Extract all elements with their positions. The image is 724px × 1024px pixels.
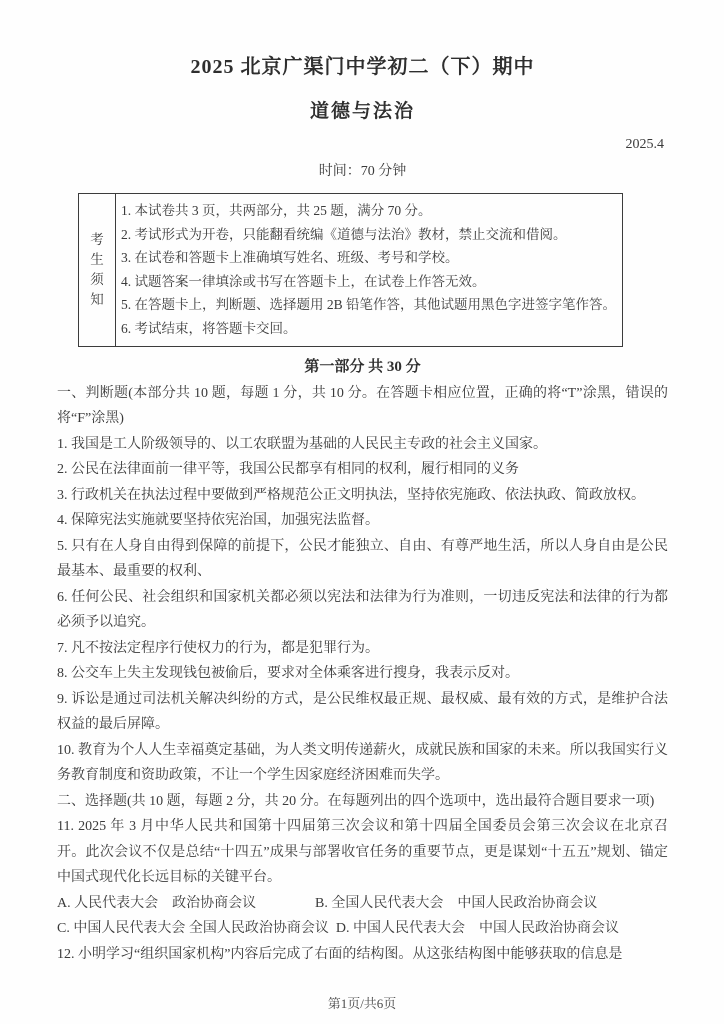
judgement-question-6: 6. 任何公民、社会组织和国家机关都必须以宪法和法律为行为准则，一切违反宪法和法律的行为都必须予以追究。 bbox=[57, 589, 668, 631]
notice-item: 1. 本试卷共 3 页，共两部分，共 25 题，满分 70 分。 bbox=[121, 203, 432, 218]
notice-label-text: 考生须知 bbox=[90, 231, 104, 307]
judgement-question-10: 10. 教育为个人人生幸福奠定基础，为人类文明传递薪火，成就民族和国家的未来。所以我国实行义务教育制度和资助政策，不让一个学生因家庭经济困难而失学。 bbox=[57, 742, 668, 784]
question-11-options-row-1 bbox=[57, 891, 668, 917]
page-number: 第1页/共6页 bbox=[327, 996, 397, 1011]
judgement-question-3: 3. 行政机关在执法过程中要做到严格规范公正文明执法，坚持依宪施政、依法执政、简政放权。 bbox=[57, 487, 645, 503]
notice-item: 2. 考试形式为开卷，只能翻看统编《道德与法治》教材，禁止交流和借阅。 bbox=[121, 226, 567, 242]
choice-intro: 二、选择题(共 10 题，每题 2 分，共 20 分。在每题列出的四个选项中，选出最符合题目要求一项) bbox=[57, 793, 655, 809]
exam-body bbox=[57, 381, 668, 968]
option-a: A. 人民代表大会 政治协商会议 bbox=[57, 895, 257, 911]
exam-date: 2025.4 bbox=[625, 137, 664, 152]
question-11-options-row-2 bbox=[57, 916, 668, 942]
judgement-question-1: 1. 我国是工人阶级领导的、以工农联盟为基础的人民民主专政的社会主义国家。 bbox=[57, 436, 547, 452]
notice-item: 4. 试题答案一律填涂或书写在答题卡上，在试卷上作答无效。 bbox=[121, 273, 486, 289]
question-12-stem: 12. 小明学习“组织国家机构”内容后完成了右面的结构图。从这张结构图中能够获取的信息是 bbox=[57, 946, 623, 962]
notice-items bbox=[116, 194, 622, 346]
notice-label bbox=[79, 194, 116, 346]
notice-item: 3. 在试卷和答题卡上准确填写姓名、班级、考号和学校。 bbox=[121, 250, 459, 266]
judgement-question-5: 5. 只有在人身自由得到保障的前提下，公民才能独立、自由、有尊严地生活，所以人身自由是公民最基本、最重要的权利、 bbox=[57, 538, 668, 580]
notice-item: 6. 考试结束，将答题卡交回。 bbox=[121, 320, 297, 336]
judgement-intro: 一、判断题(本部分共 10 题，每题 1 分，共 10 分。在答题卡相应位置，正确的将“T”涂黑，错误的将“F”涂黑) bbox=[57, 385, 668, 427]
notice-item: 5. 在答题卡上，判断题、选择题用 2B 铅笔作答，其他试题用黑色字进签字笔作答。 bbox=[121, 297, 617, 313]
judgement-question-8: 8. 公交车上失主发现钱包被偷后，要求对全体乘客进行搜身，我表示反对。 bbox=[57, 666, 519, 682]
page-title: 2025 北京广渠门中学初二（下）期中 bbox=[190, 56, 535, 78]
judgement-question-7: 7. 凡不按法定程序行使权力的行为，都是犯罪行为。 bbox=[57, 640, 379, 656]
option-c: C. 中国人民代表大会 全国人民政治协商会议 bbox=[57, 921, 329, 937]
judgement-question-2: 2. 公民在法律面前一律平等，我国公民都享有相同的权利，履行相同的义务 bbox=[57, 462, 519, 478]
subject-title: 道德与法治 bbox=[309, 101, 415, 122]
option-d: D. 中国人民代表大会 中国人民政治协商会议 bbox=[335, 921, 619, 937]
judgement-question-9: 9. 诉讼是通过司法机关解决纠纷的方式，是公民维权最正规、最权威、最有效的方式，是维护合法权益的最后屏障。 bbox=[57, 691, 668, 733]
option-b: B. 全国人民代表大会 中国人民政治协商会议 bbox=[315, 895, 598, 911]
question-11-stem: 11. 2025 年 3 月中华人民共和国第十四届第三次会议和第十四届全国委员会第三次会议在北京召开。此次会议不仅是总结“十四五”成果与部署收官任务的重要节点，更是谋划“十五五”规划、锚定中国式现代化长远目标的关键平台。 bbox=[57, 819, 668, 886]
part1-heading: 第一部分 共 30 分 bbox=[304, 358, 421, 375]
notice-box bbox=[78, 193, 623, 347]
exam-duration: 时间：70 分钟 bbox=[318, 164, 407, 179]
judgement-question-4: 4. 保障宪法实施就要坚持依宪治国，加强宪法监督。 bbox=[57, 513, 379, 529]
